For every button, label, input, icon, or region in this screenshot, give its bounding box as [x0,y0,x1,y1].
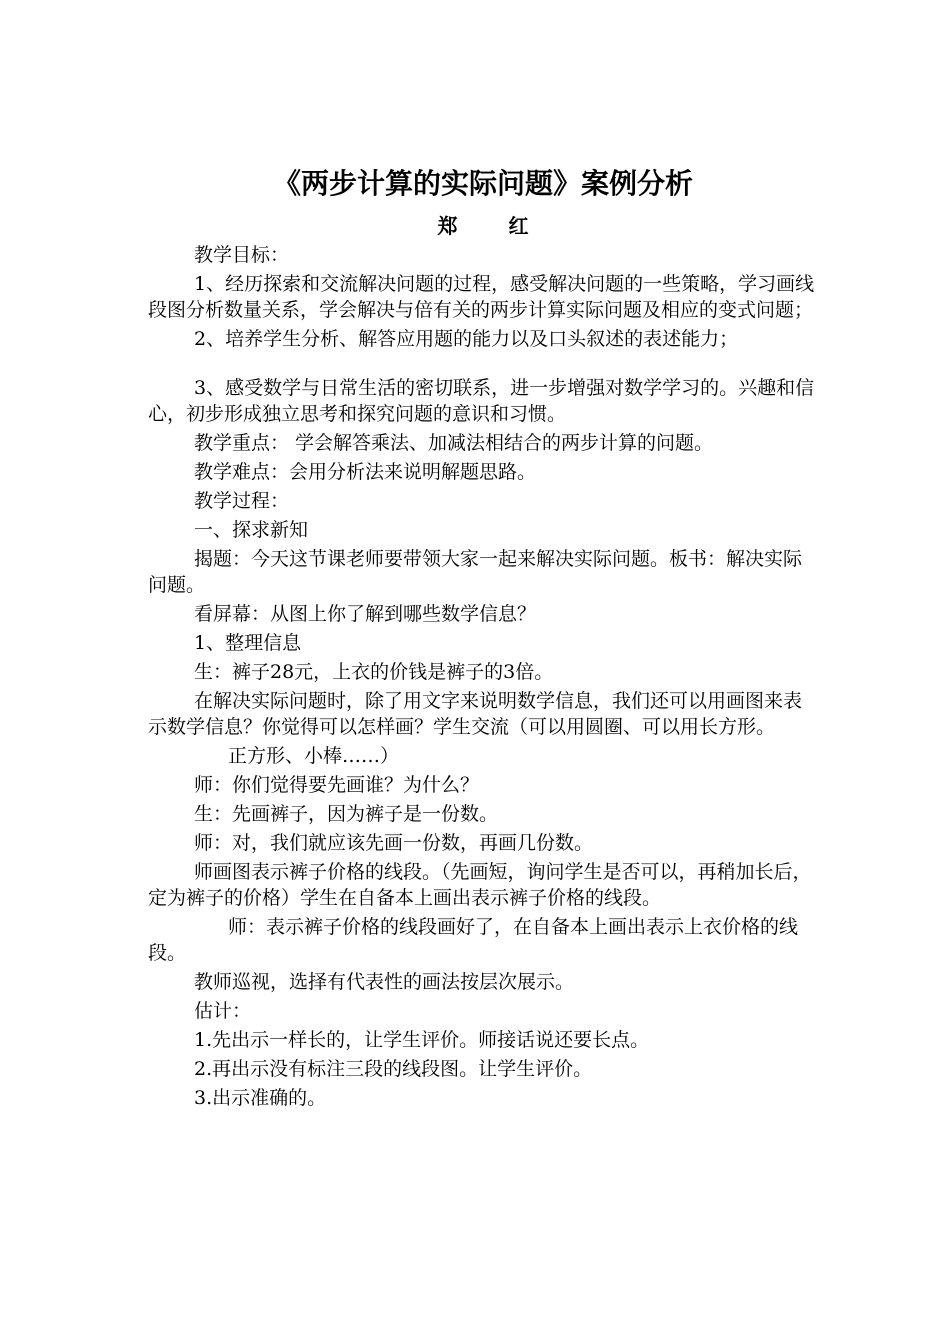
paragraph-objective-3: 3、感受数学与日常生活的密切联系，进一步增强对数学学习的。兴趣和信心，初步形成独立思考和探究问题的意识和习惯。 [148,377,815,425]
document-body [148,242,818,1114]
paragraph-shapes: 正方形、小棒……） [228,745,400,767]
paragraph-key-point: 教学重点： 学会解答乘法、加减法相结合的两步计算的问题。 [194,432,714,454]
paragraph-objectives-heading: 教学目标： [194,244,290,266]
paragraph-estimate: 估计： [194,1000,252,1022]
paragraph-section-1-heading: 一、探求新知 [194,519,309,541]
paragraph-drawing-prompt: 在解决实际问题时，除了用文字来说明数学信息，我们还可以用画图来表示数学信息？你觉得可以怎样画？学生交流（可以用圆圈、可以用长方形。 [148,690,803,738]
paragraph-teacher-patrol: 教师巡视，选择有代表性的画法按层次展示。 [194,971,575,993]
document-title: 《两步计算的实际问题》案例分析 [272,167,693,200]
paragraph-objective-2: 2、培养学生分析、解答应用题的能力以及口头叙述的表述能力； [194,328,739,350]
paragraph-student-answer: 生：裤子28元，上衣的价钱是裤子的3倍。 [194,661,554,683]
paragraph-student-reply: 生：先画裤子，因为裤子是一份数。 [194,803,499,825]
paragraph-step-1: 1.先出示一样长的，让学生评价。师接话说还要长点。 [194,1029,650,1051]
paragraph-organize-info: 1、整理信息 [194,632,302,654]
document-author: 郑 红 [437,214,529,238]
paragraph-teacher-instruction: 师：表示裤子价格的线段画好了，在自备本上画出表示上衣价格的线段。 [148,916,799,964]
paragraph-teacher-draws: 师画图表示裤子价格的线段。（先画短，询问学生是否可以，再稍加长后，定为裤子的价格）学生在自备本上画出表示裤子价格的线段。 [148,861,812,909]
paragraph-topic-intro: 揭题：今天这节课老师要带领大家一起来解决实际问题。板书：解决实际问题。 [148,548,803,596]
paragraph-teacher-question: 师：你们觉得要先画谁？为什么？ [194,774,480,796]
paragraph-difficulty: 教学难点：会用分析法来说明解题思路。 [194,461,537,483]
paragraph-step-2: 2.再出示没有标注三段的线段图。让学生评价。 [194,1058,593,1080]
paragraph-step-3: 3.出示准确的。 [194,1087,327,1109]
paragraph-process-heading: 教学过程： [194,490,290,512]
paragraph-objective-1: 1、经历探索和交流解决问题的过程，感受解决问题的一些策略，学习画线段图分析数量关系，学会解决与倍有关的两步计算实际问题及相应的变式问题； [148,273,815,321]
paragraph-teacher-confirm: 师：对，我们就应该先画一份数，再画几份数。 [194,832,594,854]
paragraph-screen: 看屏幕：从图上你了解到哪些数学信息？ [194,603,537,625]
